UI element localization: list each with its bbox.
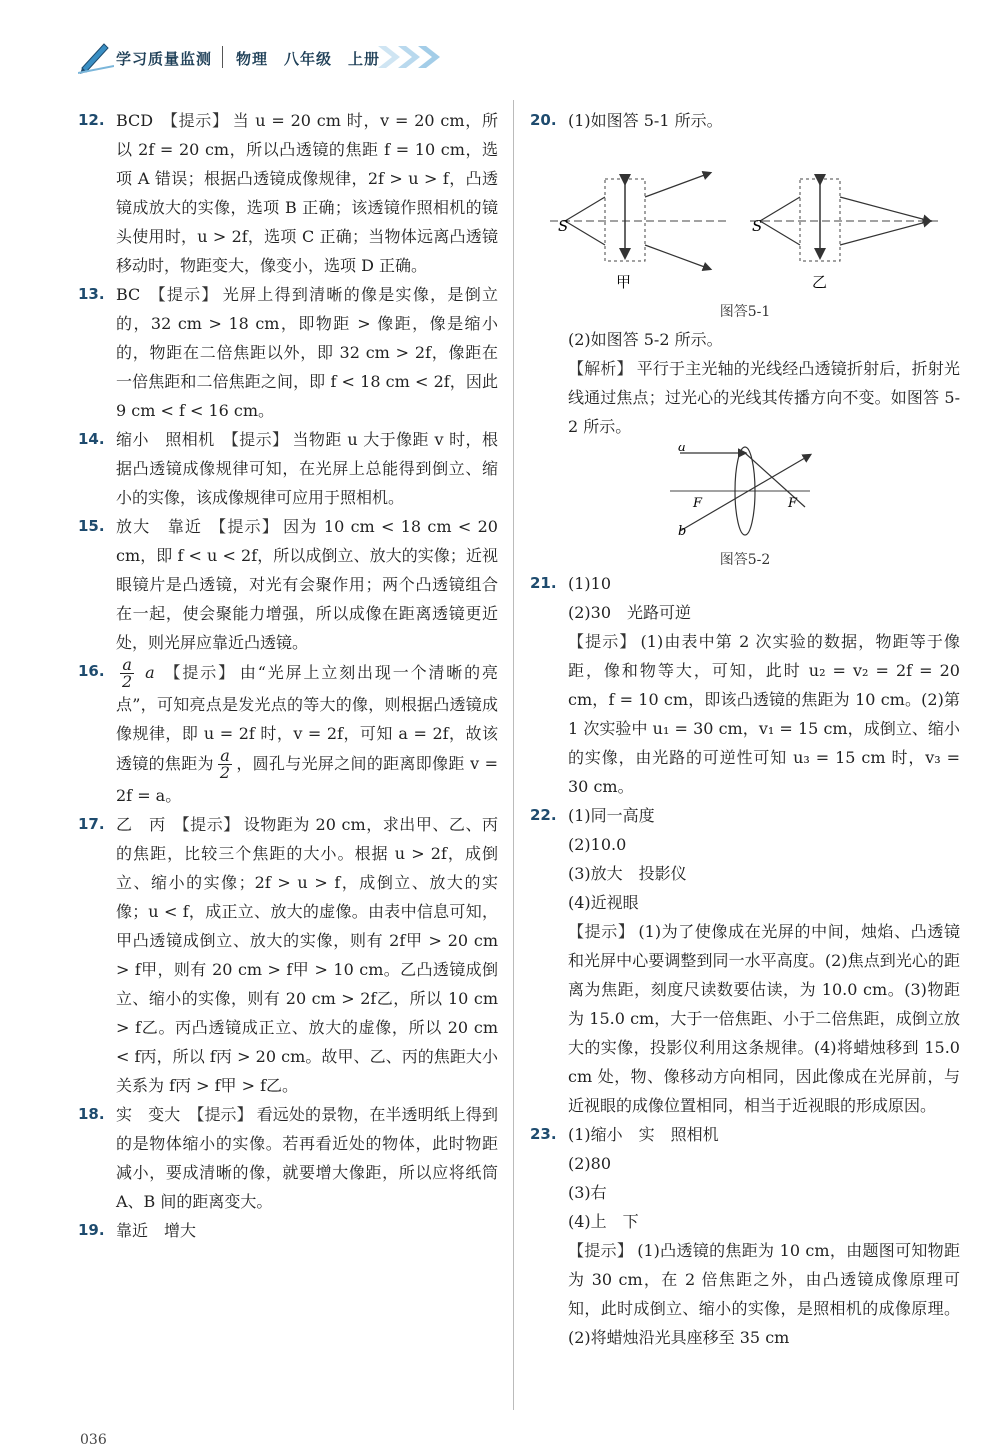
hint-tag: 【提示】: [148, 285, 219, 304]
fig1-label-jia: 甲: [616, 273, 632, 289]
header-separator: [222, 46, 223, 68]
figure-5-2-caption: 图答5-2: [719, 552, 771, 568]
left-column: [78, 106, 498, 1245]
question-18: [78, 1100, 498, 1216]
hint-text: 光屏上得到清晰的像是实像，是倒立的，32 cm > 18 cm，即物距 > 像距，像是缩小的，物距在二倍焦距以外，即 32 cm > 2f，像距在一倍焦距和二倍焦距之间，即 f < 18 cm < 2f，因此 9 cm < f < 16 cm。: [116, 285, 498, 420]
answer: a: [145, 663, 155, 682]
question-14: [78, 425, 498, 512]
fig2-label-f-right: F: [788, 496, 798, 511]
fig2-label-b: b: [678, 524, 687, 537]
question-number: 18.: [78, 1105, 105, 1123]
figure-5-1: [530, 139, 960, 319]
chevron-decoration-icon: [378, 42, 458, 72]
lens-ray-diagram-5-1: [530, 139, 960, 289]
hint-tag: 【提示】: [173, 815, 240, 834]
lens-ray-diagram-5-2: [530, 445, 960, 537]
question-19: [78, 1216, 498, 1245]
page-header: [78, 38, 478, 78]
hint-text: 看远处的景物，在半透明纸上得到的是物体缩小的实像。若再看近处的物体，此时物距减小，要成清晰的像，就要增大像距，所以应将纸筒 A、B 间的距离变大。: [116, 1105, 498, 1211]
answer-line: (4)上 下: [568, 1212, 639, 1231]
answer-line: (1)同一高度: [568, 806, 655, 825]
fig1-label-yi: 乙: [812, 273, 828, 289]
hint-text-continued: ，圆孔与光屏之间的距离即像距 v = 2f = a。: [116, 754, 498, 805]
answer-line: (3)放大 投影仪: [568, 864, 687, 883]
hint-tag: 【提示】: [162, 663, 236, 682]
answer: BCD: [116, 111, 154, 130]
question-number: 16.: [78, 662, 105, 680]
hint-text: 当 u = 20 cm 时，v = 20 cm，所以 2f = 20 cm，所以凸透镜的焦距 f = 10 cm，选项 A 错误；根据凸透镜成像规律，2f > u > f，凸透镜成放大的实像，选项 B 正确；该透镜作照相机的镜头使用时，u > 2f，选项 C 正确；当物体远离凸透镜移动时，物距变大，像变小，选项 D 正确。: [116, 111, 498, 275]
fraction-a-over-2-inline: $\frac{a}{2}$: [219, 746, 231, 782]
answer-line: (2)30 光路可逆: [568, 603, 692, 622]
question-21: [530, 569, 960, 801]
question-23: [530, 1120, 960, 1352]
question-22: [530, 801, 960, 1120]
hint-text: 设物距为 20 cm，求出甲、乙、丙的焦距，比较三个焦距的大小。根据 u > 2f，成倒立、缩小的实像；2f > u > f，成倒立、放大的实像；u < f，成正立、放大的虚像。由表中信息可知，甲凸透镜成倒立、放大的实像，则有 2f甲 > 20 cm > f甲，则有 20 cm > f甲 > 10 cm。乙凸透镜成倒立、缩小的实像，则有 20 cm > 2f乙，所以 10 cm > f乙。丙凸透镜成正立、放大的虚像，所以 20 cm < f丙，所以 f丙 > 20 cm。故甲、乙、丙的焦距大小关系为 f丙 > f甲 > f乙。: [116, 815, 498, 1095]
page-number: 036: [80, 1432, 107, 1448]
hint-tag: 【提示】: [568, 632, 637, 651]
answer: 乙 丙: [116, 815, 166, 834]
answer: 缩小 照相机: [116, 430, 215, 449]
fig1-s-label-b: S: [752, 217, 763, 235]
hint-tag: 【提示】: [188, 1105, 253, 1124]
question-number: 21.: [530, 574, 557, 592]
q20-part1: (1)如图答 5-1 所示。: [568, 111, 723, 130]
question-number: 15.: [78, 517, 105, 535]
hint-tag: 【提示】: [568, 922, 635, 941]
question-number: 14.: [78, 430, 105, 448]
answer-line: (1)10: [568, 574, 612, 593]
answer: 靠近 增大: [116, 1221, 197, 1240]
question-16: [78, 657, 498, 810]
question-number: 23.: [530, 1125, 557, 1143]
hint-text: (1)为了使像成在光屏的中间，烛焰、凸透镜和光屏中心要调整到同一水平高度。(2)焦点到光心的距离为焦距，刻度尺读数要估读，为 10.0 cm。(3)物距为 15.0 cm，大于一倍焦距、小于二倍焦距，成倒立放大的实像，投影仪利用这条规律。(4)将蜡烛移到 15.0 cm 处，物、像移动方向相同，因此像成在光屏前，与近视眼的成像位置相同，相当于近视眼的形成原因。: [568, 922, 960, 1115]
question-number: 13.: [78, 285, 105, 303]
fig2-label-f-left: F: [693, 496, 703, 511]
answer-line: (1)缩小 实 照相机: [568, 1125, 719, 1144]
hint-tag: 【提示】: [568, 1241, 634, 1260]
hint-text: 因为 10 cm < 18 cm < 20 cm，即 f < u < 2f，所以成倒立、放大的实像；近视眼镜片是凸透镜，对光有会聚作用；两个凸透镜组合在一起，使会聚能力增强，所以成像在距离透镜更近处，则光屏应靠近凸透镜。: [116, 517, 498, 652]
answer: BC: [116, 285, 141, 304]
answer: 放大 靠近: [116, 517, 203, 536]
answer: 实 变大: [116, 1105, 181, 1124]
hint-tag: 【提示】: [222, 430, 289, 449]
column-divider: [513, 100, 514, 1410]
answer-line: (2)10.0: [568, 835, 627, 854]
hint-tag: 【提示】: [210, 517, 280, 536]
analysis-tag: 【解析】: [568, 359, 633, 378]
answer-line: (4)近视眼: [568, 893, 639, 912]
question-number: 17.: [78, 815, 105, 833]
question-17: [78, 810, 498, 1100]
question-number: 12.: [78, 111, 105, 129]
hint-tag: 【提示】: [161, 111, 229, 130]
brand-title: 学习质量监测: [116, 50, 213, 68]
question-15: [78, 512, 498, 657]
hint-text: 由“光屏上立刻出现一个清晰的亮点”，可知亮点是发光点的等大的像，则根据凸透镜成像规律，即 u = 2f 时，v = 2f，可知 a = 2f，故该透镜的焦距为: [116, 663, 498, 773]
fig2-label-a: a: [678, 445, 686, 455]
answer-line: (2)80: [568, 1154, 612, 1173]
q20-part2: (2)如图答 5-2 所示。: [568, 330, 723, 349]
figure-5-2: [530, 445, 960, 568]
question-number: 22.: [530, 806, 557, 824]
answer-line: (3)右: [568, 1183, 607, 1202]
subject-title: 物理 八年级 上册: [236, 50, 381, 68]
question-number: 20.: [530, 111, 557, 129]
figure-5-1-caption: 图答5-1: [719, 304, 771, 320]
question-12: [78, 106, 498, 280]
fig1-s-label-a: S: [558, 217, 569, 235]
question-20: [530, 106, 960, 135]
question-13: [78, 280, 498, 425]
fraction-a-over-2: $\frac{a}{2}$: [122, 655, 133, 691]
hint-text: (1)由表中第 2 次实验的数据，物距等于像距，像和物等大，可知，此时 u₂ = v₂ = 2f = 20 cm，f = 10 cm，即该凸透镜的焦距为 10 cm。(2)第 1 次实验中 u₁ = 30 cm，v₁ = 15 cm，成倒立、缩小的实像，由光路的可逆性可知 u₃ = 15 cm 时，v₃ = 30 cm。: [568, 632, 960, 796]
right-column: [530, 106, 960, 1352]
pencil-icon: [78, 38, 114, 74]
question-number: 19.: [78, 1221, 105, 1239]
hint-text: 当物距 u 大于像距 v 时，根据凸透镜成像规律可知，在光屏上总能得到倒立、缩小的实像，该成像规律可应用于照相机。: [116, 430, 498, 507]
hint-text: (1)凸透镜的焦距为 10 cm，由题图可知物距为 30 cm，在 2 倍焦距之外，由凸透镜成像原理可知，此时成倒立、缩小的实像，是照相机的成像原理。(2)将蜡烛沿光具座移至 35 cm: [568, 1241, 960, 1347]
analysis-text: 平行于主光轴的光线经凸透镜折射后，折射光线通过焦点；过光心的光线其传播方向不变。如图答 5-2 所示。: [568, 359, 960, 436]
